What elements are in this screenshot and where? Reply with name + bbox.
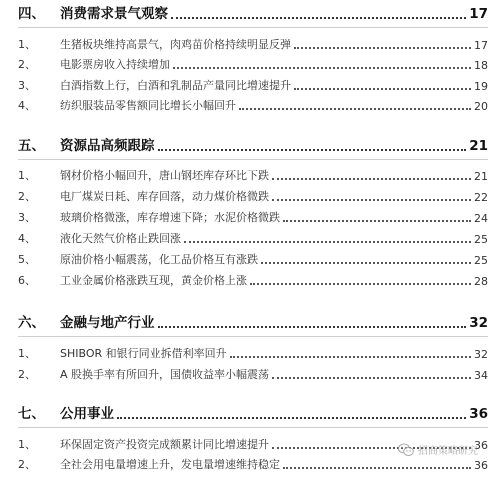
page-number: 25 — [474, 233, 488, 246]
page-number: 28 — [474, 275, 488, 288]
watermark-text: 招商策略研究 — [418, 446, 478, 457]
toc-section-6[interactable] — [18, 313, 488, 331]
item-title: 全社会用电量增速上升，发电量增速维持稳定 — [60, 458, 280, 471]
item-title: 液化天然气价格止跌回涨 — [60, 232, 181, 245]
section-title: 资源品高频跟踪 — [60, 138, 155, 154]
page-number: 32 — [469, 315, 488, 331]
page-number: 24 — [474, 212, 488, 225]
dot-leader — [272, 199, 471, 201]
section-title: 消费需求景气观察 — [60, 6, 168, 22]
item-number: 4、 — [18, 99, 36, 112]
toc-item[interactable] — [18, 346, 488, 361]
page-number: 36 — [469, 406, 488, 422]
toc-item[interactable] — [18, 78, 488, 93]
section-number: 五、 — [18, 138, 45, 154]
page-number: 36 — [474, 439, 488, 452]
toc-item[interactable] — [18, 273, 488, 288]
item-number: 2、 — [18, 458, 36, 471]
page-number: 36 — [474, 459, 488, 472]
section-number: 四、 — [18, 6, 45, 22]
item-number: 2、 — [18, 58, 36, 71]
page-number: 18 — [474, 59, 488, 72]
page-number: 20 — [474, 100, 488, 113]
dot-leader — [158, 149, 467, 151]
toc-item[interactable] — [18, 252, 488, 267]
toc-item[interactable] — [18, 231, 488, 246]
dot-leader — [283, 220, 471, 222]
dot-leader — [230, 356, 471, 358]
dot-leader — [294, 47, 471, 49]
page-number: 25 — [474, 254, 488, 267]
item-number: 4、 — [18, 232, 36, 245]
page-number: 32 — [474, 348, 488, 361]
section-number: 七、 — [18, 406, 45, 422]
dot-leader — [294, 88, 471, 90]
dot-leader — [272, 178, 471, 180]
toc-item[interactable] — [18, 367, 488, 382]
dot-leader — [283, 467, 471, 469]
item-title: 电影票房收入持续增加 — [60, 58, 170, 71]
item-number: 5、 — [18, 253, 36, 266]
item-number: 3、 — [18, 79, 36, 92]
item-number: 1、 — [18, 38, 36, 51]
item-title: 工业金属价格涨跌互现，黄金价格上涨 — [60, 274, 247, 287]
toc-section-4[interactable] — [18, 4, 488, 22]
wechat-icon — [398, 443, 414, 457]
toc-item[interactable] — [18, 168, 488, 183]
page-number: 34 — [474, 369, 488, 382]
page-number: 21 — [474, 170, 488, 183]
item-title: 环保固定资产投资完成额累计同比增速提升 — [60, 438, 269, 451]
item-title: SHIBOR 和银行同业拆借利率回升 — [60, 347, 227, 360]
item-number: 6、 — [18, 274, 36, 287]
item-number: 2、 — [18, 368, 36, 381]
dot-leader — [173, 67, 471, 69]
toc-item[interactable] — [18, 210, 488, 225]
page-number: 17 — [469, 6, 488, 22]
item-number: 1、 — [18, 169, 36, 182]
page-number: 17 — [474, 39, 488, 52]
dot-leader — [261, 262, 471, 264]
toc-item[interactable] — [18, 189, 488, 204]
item-title: A 股换手率有所回升，国债收益率小幅震荡 — [60, 368, 270, 381]
toc-section-5[interactable] — [18, 136, 488, 154]
dot-leader — [272, 377, 471, 379]
item-number: 1、 — [18, 438, 36, 451]
separator-line — [18, 159, 488, 160]
toc-section-7[interactable] — [18, 404, 488, 422]
toc-item[interactable] — [18, 57, 488, 72]
item-title: 原油价格小幅震荡，化工品价格互有涨跌 — [60, 253, 258, 266]
dot-leader — [158, 326, 467, 328]
item-title: 白酒指数上行，白酒和乳制品产量同比增速提升 — [60, 79, 291, 92]
dot-leader — [239, 108, 471, 110]
section-title: 金融与地产行业 — [60, 315, 155, 331]
item-number: 3、 — [18, 211, 36, 224]
section-title: 公用事业 — [60, 406, 114, 422]
item-title: 玻璃价格微涨，库存增速下降；水泥价格微跌 — [60, 211, 280, 224]
item-number: 1、 — [18, 347, 36, 360]
toc-item[interactable] — [18, 457, 488, 472]
watermark — [398, 442, 478, 457]
dot-leader — [184, 241, 471, 243]
dot-leader — [117, 417, 466, 419]
toc-item[interactable] — [18, 98, 488, 113]
item-title: 钢材价格小幅回升，唐山钢坯库存环比下跌 — [60, 169, 269, 182]
item-number: 2、 — [18, 190, 36, 203]
page-number: 19 — [474, 80, 488, 93]
dot-leader — [171, 17, 466, 19]
toc-item[interactable] — [18, 37, 488, 52]
page-number: 21 — [469, 138, 488, 154]
separator-line — [18, 336, 488, 337]
separator-line — [18, 427, 488, 428]
page-number: 22 — [474, 191, 488, 204]
item-title: 纺织服装品零售额同比增长小幅回升 — [60, 99, 236, 112]
item-title: 电厂煤炭日耗、库存回落，动力煤价格微跌 — [60, 190, 269, 203]
dot-leader — [250, 283, 471, 285]
item-title: 生猪板块维持高景气，肉鸡苗价格持续明显反弹 — [60, 38, 291, 51]
separator-line — [18, 27, 488, 28]
section-number: 六、 — [18, 315, 45, 331]
